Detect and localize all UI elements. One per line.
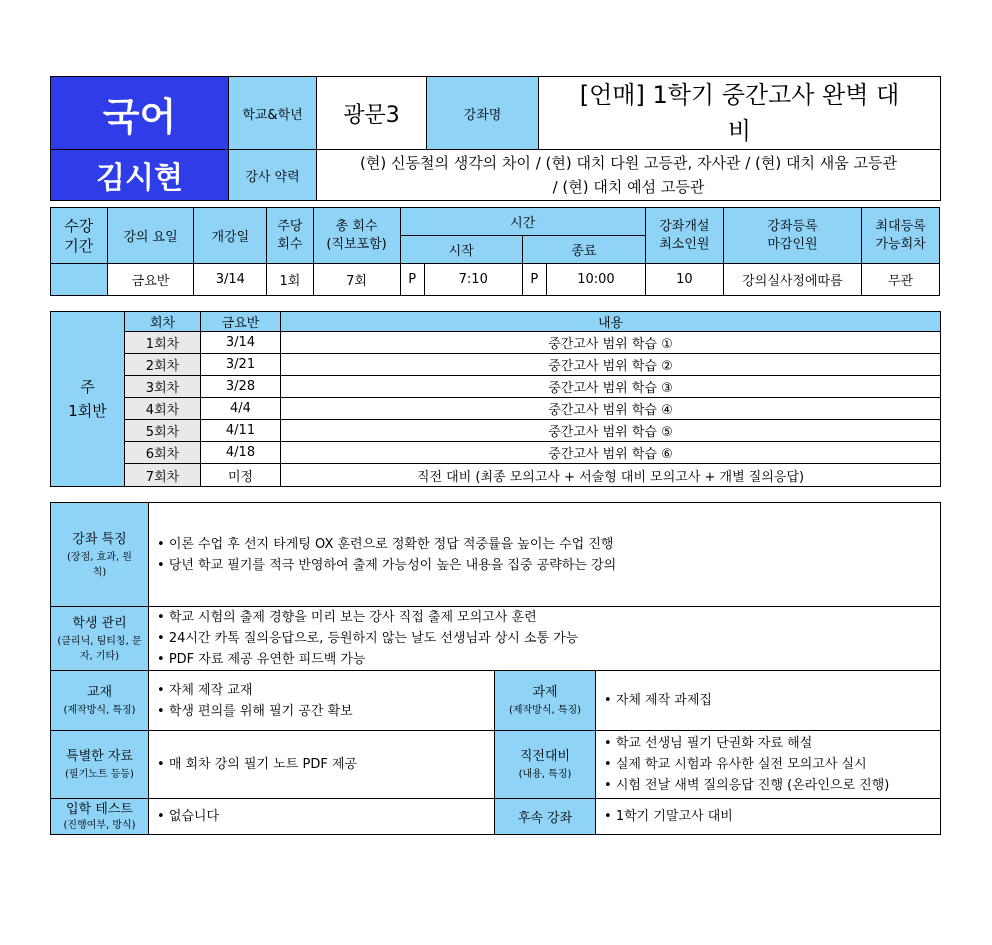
final-cell xyxy=(596,731,941,799)
features-sub: (장점, 효과, 원칙) xyxy=(67,551,132,578)
col-start-date: 개강일 xyxy=(194,208,267,264)
homework-label-cell xyxy=(495,671,596,731)
col-max-line2: 가능회차 xyxy=(875,236,926,252)
session-content: 중간고사 범위 학습 ⑥ xyxy=(281,442,941,464)
session-content: 중간고사 범위 학습 ⑤ xyxy=(281,420,941,442)
sessions-side-label xyxy=(51,312,125,487)
table-row xyxy=(51,376,941,398)
col-deadline xyxy=(723,208,861,264)
session-number: 6회차 xyxy=(125,442,201,464)
followup-label: 후속 강좌 xyxy=(495,799,596,835)
followup-cell xyxy=(596,799,941,835)
end-time: 10:00 xyxy=(546,264,645,296)
textbook-sub: (제작방식, 특징) xyxy=(63,705,136,716)
session-content: 직전 대비 (최종 모의고사 + 서술형 대비 모의고사 + 개별 질의응답) xyxy=(281,464,941,487)
col-time: 시간 xyxy=(400,208,645,236)
session-date: 3/21 xyxy=(201,354,281,376)
textbook-label: 교재 xyxy=(86,685,113,700)
session-date: 3/28 xyxy=(201,376,281,398)
start-time: 7:10 xyxy=(424,264,522,296)
list-item: • 이론 수업 후 선지 타게팅 OX 훈련으로 정확한 정답 적중률을 높이는 수업 진행 xyxy=(157,534,940,555)
final-sub: (내용, 특징) xyxy=(518,769,572,780)
session-number: 4회차 xyxy=(125,398,201,420)
list-item: • 학교 선생님 필기 단권화 자료 해설 xyxy=(604,733,940,754)
teacher-name: 김시현 xyxy=(51,150,229,201)
special-sub: (필기노트 등등) xyxy=(65,769,134,780)
list-item: • 없습니다 xyxy=(157,806,494,827)
list-item: • 자체 제작 교재 xyxy=(157,680,494,701)
test-label: 입학 테스트 xyxy=(66,801,133,817)
total-value: 7회 xyxy=(313,264,400,296)
management-cell xyxy=(149,607,941,671)
min-students: 10 xyxy=(645,264,723,296)
test-sub: (진행여부, 방식) xyxy=(63,819,136,831)
col-time-end: 종료 xyxy=(522,236,645,264)
col-max-line1: 최대등록 xyxy=(875,218,926,234)
features-label: 강좌 특징 xyxy=(72,531,127,547)
deadline-value: 강의실사정에따름 xyxy=(723,264,861,296)
school-value: 광문3 xyxy=(317,77,427,150)
end-ampm: P xyxy=(522,264,546,296)
session-number: 2회차 xyxy=(125,354,201,376)
special-cell xyxy=(149,731,495,799)
list-item: • 실제 학교 시험과 유사한 실전 모의고사 실시 xyxy=(604,754,940,775)
special-label: 특별한 자료 xyxy=(66,749,133,764)
start-ampm: P xyxy=(400,264,424,296)
management-label-cell xyxy=(51,607,149,671)
special-label-cell xyxy=(51,731,149,799)
table-row xyxy=(51,332,941,354)
list-item: • 자체 제작 과제집 xyxy=(604,690,940,711)
school-label: 학교&학년 xyxy=(229,77,317,150)
management-sub: (클리닉, 팀티칭, 문자, 기타) xyxy=(57,635,142,662)
homework-cell xyxy=(596,671,941,731)
session-content: 중간고사 범위 학습 ④ xyxy=(281,398,941,420)
schedule-table xyxy=(50,207,940,296)
session-date: 4/18 xyxy=(201,442,281,464)
col-deadline-line1: 강좌등록 xyxy=(767,218,818,234)
career-text: (현) 신동철의 생각의 차이 / (현) 대치 다원 고등관, 자사관 / (현) 대치 새움 고등관 / (현) 대치 예섬 고등관 xyxy=(317,150,941,201)
homework-label: 과제 xyxy=(532,685,558,700)
session-content: 중간고사 범위 학습 ② xyxy=(281,354,941,376)
course-header-table xyxy=(50,76,941,201)
textbook-label-cell xyxy=(51,671,149,731)
col-time-start: 시작 xyxy=(400,236,522,264)
session-number: 3회차 xyxy=(125,376,201,398)
session-date: 4/11 xyxy=(201,420,281,442)
homework-sub: (제작방식, 특징) xyxy=(508,705,582,716)
features-label-cell xyxy=(51,503,149,607)
details-table xyxy=(50,502,941,835)
max-session-value: 무관 xyxy=(862,264,940,296)
features-cell xyxy=(149,503,941,607)
table-row xyxy=(51,354,941,376)
subject-title: 국어 xyxy=(51,77,229,150)
test-cell xyxy=(149,799,495,835)
col-total-line2: (직보포함) xyxy=(326,236,387,252)
session-date: 4/4 xyxy=(201,398,281,420)
col-min xyxy=(645,208,723,264)
career-label: 강사 약력 xyxy=(229,150,317,201)
list-item: • PDF 자료 제공 유연한 피드백 가능 xyxy=(157,649,940,670)
final-label-cell xyxy=(495,731,596,799)
course-name-label: 강좌명 xyxy=(427,77,539,150)
session-date: 3/14 xyxy=(201,332,281,354)
col-total-line1: 총 회수 xyxy=(335,218,378,234)
col-max xyxy=(862,208,940,264)
col-weekly-line2: 회수 xyxy=(277,236,303,252)
day-value: 금요반 xyxy=(107,264,194,296)
list-item: • 1학기 기말고사 대비 xyxy=(604,806,940,827)
course-title: [언매] 1학기 중간고사 완벽 대비 xyxy=(539,77,941,150)
list-item: • 매 회차 강의 필기 노트 PDF 제공 xyxy=(157,754,494,775)
col-min-line1: 강좌개설 xyxy=(659,218,710,234)
list-item: • 학교 시험의 출제 경향을 미리 보는 강사 직접 출제 모의고사 훈련 xyxy=(157,607,940,628)
col-deadline-line2: 마감인원 xyxy=(767,236,818,252)
list-item: • 학생 편의를 위해 필기 공간 확보 xyxy=(157,701,494,722)
session-number: 5회차 xyxy=(125,420,201,442)
col-session-day: 금요반 xyxy=(201,312,281,332)
col-content: 내용 xyxy=(281,312,941,332)
management-label: 학생 관리 xyxy=(72,615,127,631)
col-weekly xyxy=(267,208,313,264)
table-row xyxy=(51,420,941,442)
col-session: 회차 xyxy=(125,312,201,332)
start-date-value: 3/14 xyxy=(194,264,267,296)
session-content: 중간고사 범위 학습 ① xyxy=(281,332,941,354)
col-weekly-line1: 주당 xyxy=(277,218,303,234)
session-content: 중간고사 범위 학습 ③ xyxy=(281,376,941,398)
test-label-cell xyxy=(51,799,149,835)
table-row xyxy=(51,464,941,487)
session-date: 미정 xyxy=(201,464,281,487)
session-number: 7회차 xyxy=(125,464,201,487)
table-row xyxy=(51,398,941,420)
weekly-value: 1회 xyxy=(267,264,313,296)
list-item: • 시험 전날 새벽 질의응답 진행 (온라인으로 진행) xyxy=(604,775,940,796)
session-number: 1회차 xyxy=(125,332,201,354)
final-label: 직전대비 xyxy=(519,749,571,764)
col-total xyxy=(313,208,400,264)
textbook-cell xyxy=(149,671,495,731)
list-item: • 24시간 카톡 질의응답으로, 등원하지 않는 날도 선생님과 상시 소통 가능 xyxy=(157,628,940,649)
sessions-side-line1: 주 xyxy=(80,378,95,396)
period-label-cont xyxy=(51,264,108,296)
col-min-line2: 최소인원 xyxy=(659,236,710,252)
list-item: • 당년 학교 필기를 적극 반영하여 출제 가능성이 높은 내용을 집중 공략하는 강의 xyxy=(157,555,940,576)
col-day: 강의 요일 xyxy=(107,208,194,264)
sessions-side-line2: 1회반 xyxy=(68,402,107,420)
period-label: 수강 기간 xyxy=(51,208,108,264)
table-row xyxy=(51,442,941,464)
sessions-table xyxy=(50,311,941,487)
